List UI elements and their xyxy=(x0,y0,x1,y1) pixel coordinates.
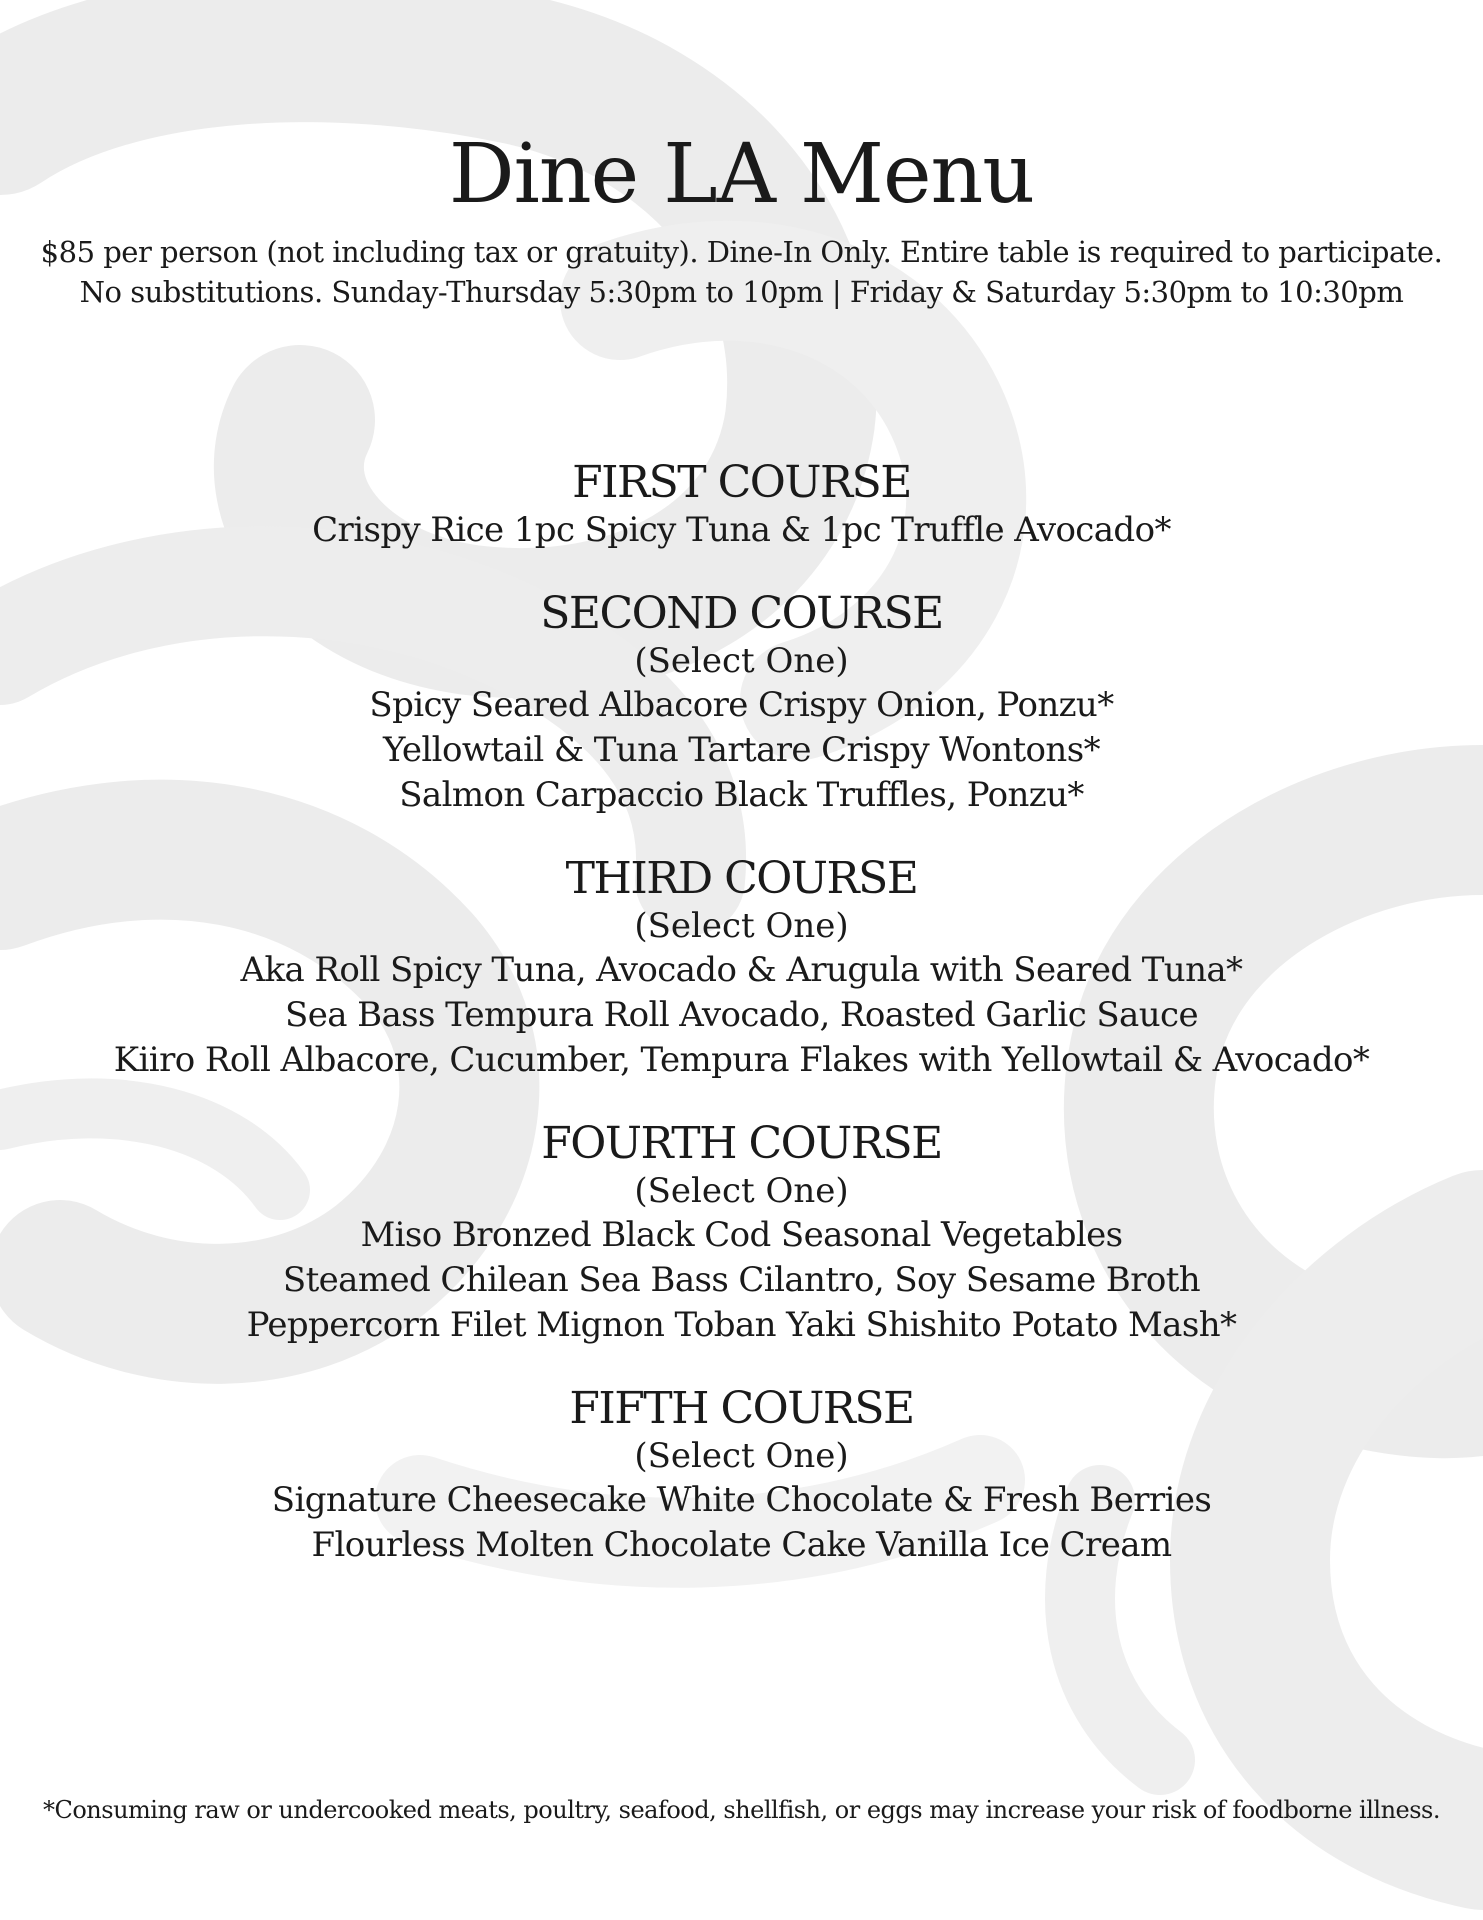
course-fourth xyxy=(0,1119,1483,1348)
course-second xyxy=(0,589,1483,818)
health-disclaimer: *Consuming raw or undercooked meats, poultry, seafood, shellfish, or eggs may increase your risk of foodborne illness. xyxy=(42,1796,1440,1824)
dish-item: Aka Roll Spicy Tuna, Avocado & Arugula with Seared Tuna* xyxy=(240,950,1243,990)
dish-item: Sea Bass Tempura Roll Avocado, Roasted Garlic Sauce xyxy=(285,995,1198,1035)
course-note: (Select One) xyxy=(634,906,849,946)
page-title: Dine LA Menu xyxy=(448,127,1035,222)
dish-item: Kiiro Roll Albacore, Cucumber, Tempura Flakes with Yellowtail & Avocado* xyxy=(113,1040,1370,1080)
course-note: (Select One) xyxy=(634,641,849,681)
course-note: (Select One) xyxy=(634,1171,849,1211)
dish-item: Signature Cheesecake White Chocolate & Fresh Berries xyxy=(271,1480,1212,1520)
course-heading: FIFTH COURSE xyxy=(569,1383,914,1434)
course-heading: FOURTH COURSE xyxy=(541,1118,942,1169)
course-note: (Select One) xyxy=(634,1436,849,1476)
dish-item: Crispy Rice 1pc Spicy Tuna & 1pc Truffle Avocado* xyxy=(312,510,1171,550)
dish-item: Miso Bronzed Black Cod Seasonal Vegetables xyxy=(360,1215,1123,1255)
dish-item: Yellowtail & Tuna Tartare Crispy Wontons* xyxy=(383,730,1100,770)
course-fifth xyxy=(0,1384,1483,1568)
dish-item: Peppercorn Filet Mignon Toban Yaki Shishito Potato Mash* xyxy=(246,1305,1237,1345)
course-third xyxy=(0,854,1483,1083)
price-and-rules: $85 per person (not including tax or gratuity). Dine-In Only. Entire table is required to participate. xyxy=(40,235,1443,269)
course-list xyxy=(0,458,1483,1604)
course-heading: FIRST COURSE xyxy=(572,457,911,508)
dish-item: Steamed Chilean Sea Bass Cilantro, Soy Sesame Broth xyxy=(282,1260,1201,1300)
hours-info: No substitutions. Sunday-Thursday 5:30pm to 10pm | Friday & Saturday 5:30pm to 10:30pm xyxy=(79,275,1404,309)
dish-item: Flourless Molten Chocolate Cake Vanilla Ice Cream xyxy=(311,1525,1172,1565)
menu-details xyxy=(0,232,1483,312)
course-first xyxy=(0,458,1483,553)
dish-item: Spicy Seared Albacore Crispy Onion, Ponzu* xyxy=(369,685,1114,725)
course-heading: THIRD COURSE xyxy=(565,853,918,904)
dish-item: Salmon Carpaccio Black Truffles, Ponzu* xyxy=(399,775,1084,815)
course-heading: SECOND COURSE xyxy=(540,588,943,639)
